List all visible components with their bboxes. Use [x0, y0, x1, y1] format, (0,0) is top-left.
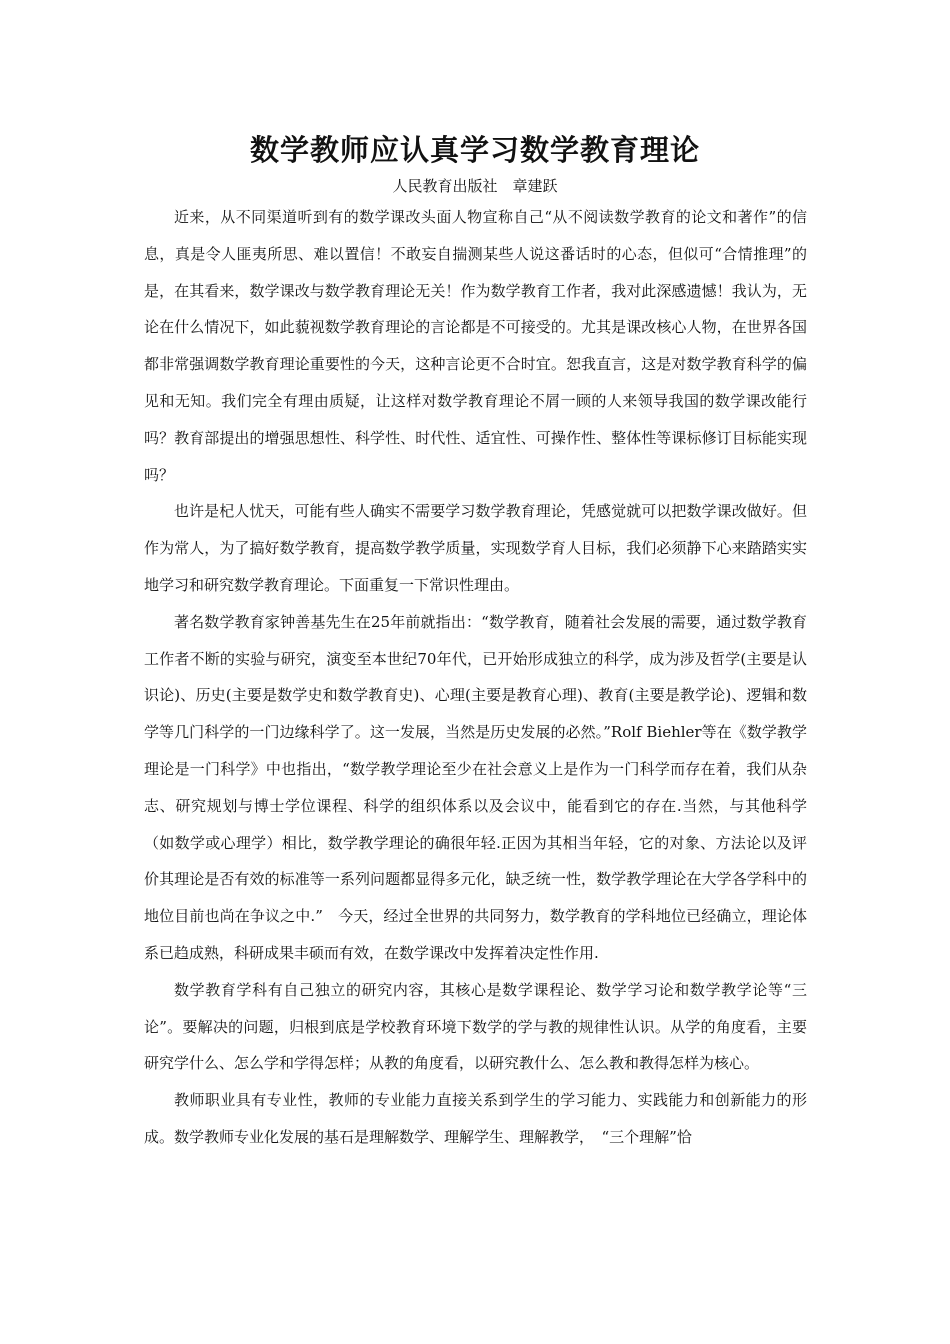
paragraph-5: 教师职业具有专业性，教师的专业能力直接关系到学生的学习能力、实践能力和创新能力的形成。数学教师专业化发展的基石是理解数学、理解学生、理解教学， “三个理解”恰: [144, 1091, 807, 1146]
document-title: 数学教师应认真学习数学教育理论: [249, 133, 700, 167]
paragraph-2: 也许是杞人忧天，可能有些人确实不需要学习数学教育理论，凭感觉就可以把数学课改做好。但作为常人，为了搞好数学教育，提高数学教学质量，实现数学育人目标，我们必须静下心来踏踏实实地学习和研究数学教育理论。下面重复一下常识性理由。: [144, 502, 807, 594]
paragraph-4: 数学教育学科有自己独立的研究内容，其核心是数学课程论、数学学习论和数学教学论等“三论”。要解决的问题，归根到底是学校教育环境下数学的学与教的规律性认识。从学的角度看，主要研究学什么、怎么学和学得怎样；从教的角度看，以研究教什么、怎么教和教得怎样为核心。: [144, 980, 807, 1073]
paragraph-1: 近来，从不同渠道听到有的数学课改头面人物宣称自己“从不阅读数学教育的论文和著作”的信息，真是令人匪夷所思、难以置信！不敢妄自揣测某些人说这番话时的心态，但似可“合情推理”的是，在其看来，数学课改与数学教育理论无关！作为数学教育工作者，我对此深感遗憾！我认为，无论在什么情况下，如此藐视数学教育理论的言论都是不可接受的。尤其是课改核心人物，在世界各国都非常强调数学教育理论重要性的今天，这种言论更不合时宜。恕我直言，这是对数学教育科学的偏见和无知。我们完全有理由质疑，让这样对数学教育理论不屑一顾的人来领导我国的数学课改能行吗？教育部提出的增强思想性、科学性、时代性、适宜性、可操作性、整体性等课标修订目标能实现吗？: [144, 208, 807, 484]
paragraph-3: 著名数学教育家钟善基先生在25年前就指出：“数学教育，随着社会发展的需要，通过数学教育工作者不断的实验与研究，演变至本世纪70年代，已开始形成独立的科学，成为涉及哲学(主要是认识论)、历史(主要是数学史和数学教育史)、心理(主要是教育心理)、教育(主要是教学论)、逻辑和数学等几门科学的一门边缘科学了。这一发展，当然是历史发展的必然。”Rolf Biehler等在《数学教学理论是一门科学》中也指出，“数学教学理论至少在社会意义上是作为一门科学而存在着，我们从杂志、研究规划与博士学位课程、科学的组织体系以及会议中，能看到它的存在.当然，与其他科学（如数学或心理学）相比，数学教学理论的确很年轻.正因为其相当年轻，它的对象、方法论以及评价其理论是否有效的标准等一系列问题都显得多元化，缺乏统一性，数学教学理论在大学各学科中的地位目前也尚在争议之中.” 今天，经过全世界的共同努力，数学教育的学科地位已经确立，理论体系已趋成熟，科研成果丰硕而有效，在数学课改中发挥着决定性作用.: [144, 612, 807, 962]
document-body: [144, 199, 807, 1156]
author-byline: 人民教育出版社 章建跃: [392, 177, 558, 195]
